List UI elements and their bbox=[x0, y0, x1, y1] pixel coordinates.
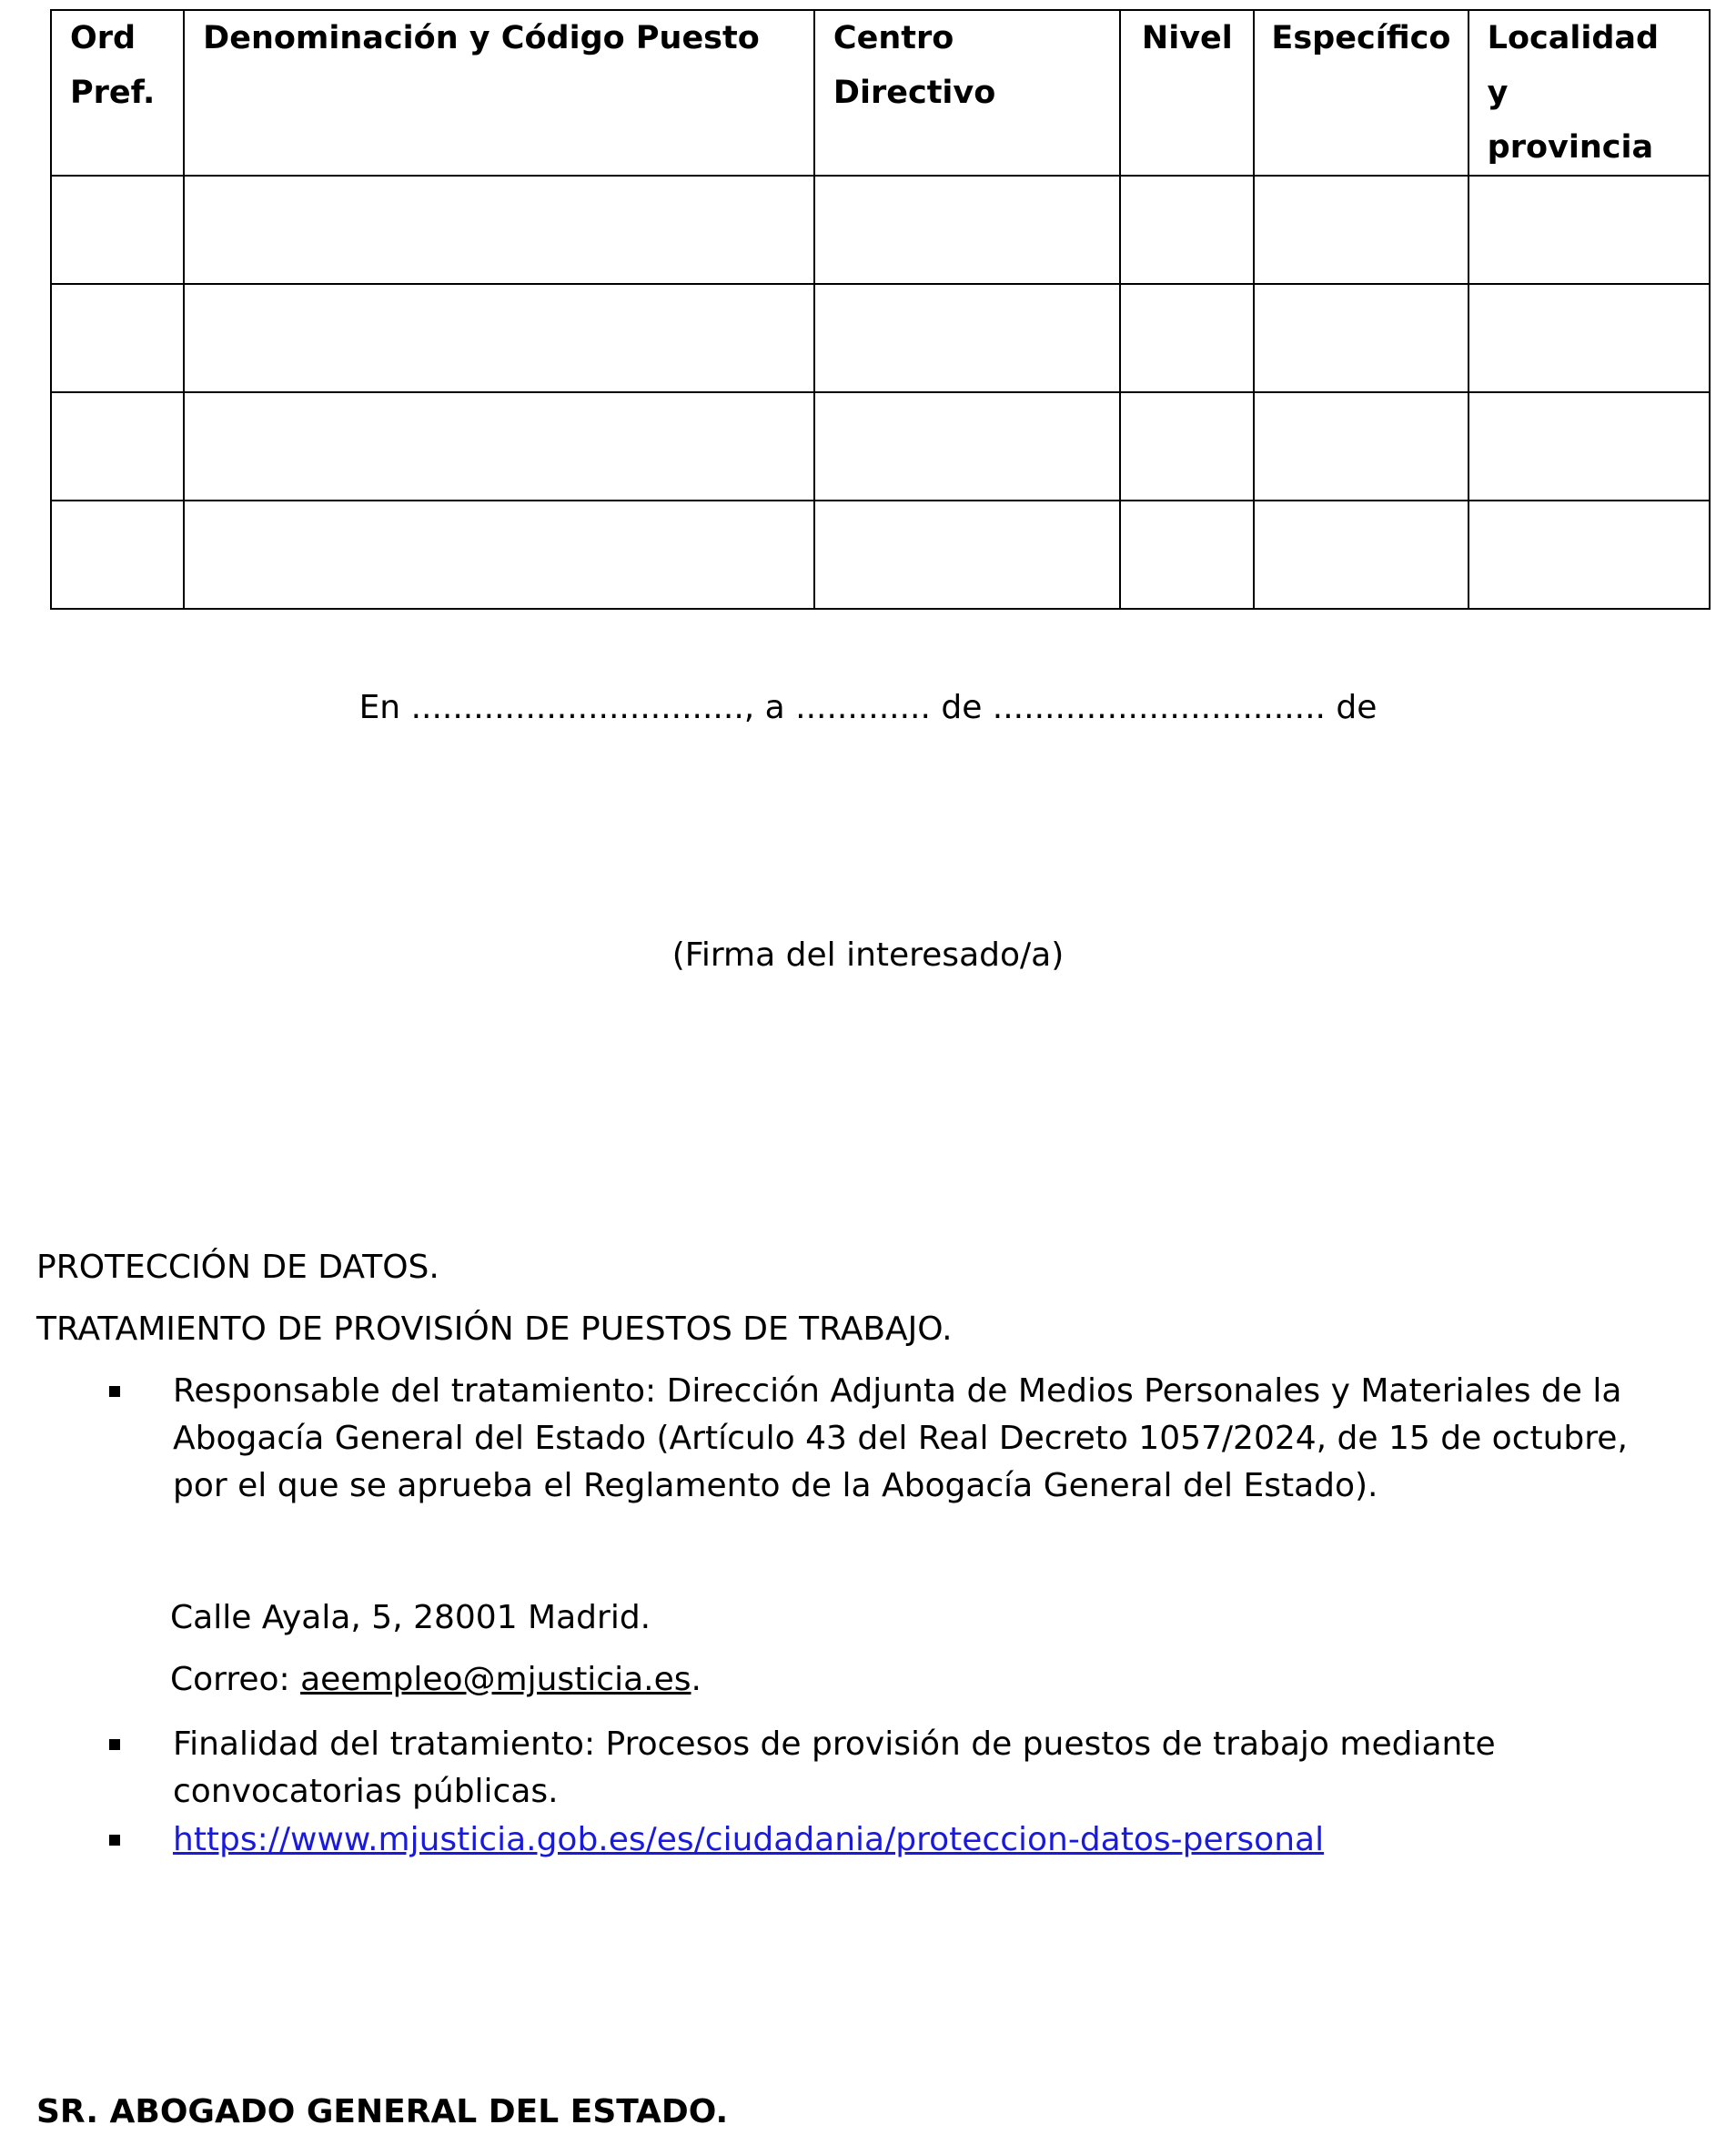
table-cell[interactable] bbox=[1120, 501, 1254, 609]
table-row bbox=[51, 501, 1710, 609]
table-cell[interactable] bbox=[184, 176, 814, 284]
table-cell[interactable] bbox=[1469, 392, 1710, 501]
email-label: Correo: bbox=[170, 1661, 301, 1698]
table-cell[interactable] bbox=[1120, 284, 1254, 392]
table-cell[interactable] bbox=[1254, 392, 1468, 501]
table-cell[interactable] bbox=[814, 176, 1120, 284]
table-cell[interactable] bbox=[1254, 501, 1468, 609]
header-especifico bbox=[1254, 10, 1468, 176]
header-denominacion bbox=[184, 10, 814, 176]
table-cell[interactable] bbox=[51, 501, 184, 609]
header-localidad-provincia bbox=[1469, 10, 1710, 176]
purpose-text: Finalidad del tratamiento: Procesos de provisión de puestos de trabajo mediante convocatorias públicas. bbox=[173, 1725, 1496, 1810]
email-line bbox=[170, 1656, 701, 1704]
header-line: Específico bbox=[1271, 20, 1451, 56]
privacy-policy-link[interactable]: https://www.mjusticia.gob.es/es/ciudadania/proteccion-datos-personal bbox=[173, 1821, 1325, 1858]
table-cell[interactable] bbox=[814, 284, 1120, 392]
header-line: Centro bbox=[833, 20, 954, 56]
privacy-link-item bbox=[173, 1816, 1647, 1864]
email-link[interactable]: aeempleo@mjusticia.es bbox=[300, 1661, 691, 1698]
table-cell[interactable] bbox=[1469, 284, 1710, 392]
table-cell[interactable] bbox=[1254, 284, 1468, 392]
table-cell[interactable] bbox=[1469, 176, 1710, 284]
table-cell[interactable] bbox=[1254, 176, 1468, 284]
place-date-line: En ................................, a ............. de ................................ de bbox=[358, 689, 1378, 726]
table-cell[interactable] bbox=[184, 284, 814, 392]
header-nivel bbox=[1120, 10, 1254, 176]
header-centro-directivo bbox=[814, 10, 1120, 176]
table-row bbox=[51, 176, 1710, 284]
header-line: provincia bbox=[1487, 129, 1654, 166]
table-cell[interactable] bbox=[814, 392, 1120, 501]
bullet-square-icon bbox=[109, 1835, 120, 1846]
table-cell[interactable] bbox=[184, 392, 814, 501]
header-line: Ord bbox=[70, 20, 136, 56]
job-preferences-table bbox=[50, 9, 1711, 610]
header-line: Localidad y bbox=[1487, 20, 1660, 111]
table-cell[interactable] bbox=[51, 284, 184, 392]
table-cell[interactable] bbox=[814, 501, 1120, 609]
signature-label: (Firma del interesado/a) bbox=[671, 936, 1065, 974]
data-protection-title: PROTECCIÓN DE DATOS. bbox=[36, 1249, 439, 1286]
header-line: Pref. bbox=[70, 75, 156, 111]
table-cell[interactable] bbox=[51, 392, 184, 501]
table-header-row bbox=[51, 10, 1710, 176]
email-suffix: . bbox=[691, 1661, 701, 1698]
table-cell[interactable] bbox=[1469, 501, 1710, 609]
table-cell[interactable] bbox=[1120, 176, 1254, 284]
table-cell[interactable] bbox=[51, 176, 184, 284]
data-protection-subtitle: TRATAMIENTO DE PROVISIÓN DE PUESTOS DE TRABAJO. bbox=[36, 1310, 953, 1348]
table-cell[interactable] bbox=[1120, 392, 1254, 501]
table-row bbox=[51, 284, 1710, 392]
header-line: Directivo bbox=[833, 75, 996, 111]
bullet-square-icon bbox=[109, 1386, 120, 1397]
address-text: Calle Ayala, 5, 28001 Madrid. bbox=[170, 1599, 651, 1636]
table-cell[interactable] bbox=[184, 501, 814, 609]
header-line: Nivel bbox=[1141, 20, 1233, 56]
responsible-text: Responsable del tratamiento: Dirección Adjunta de Medios Personales y Materiales de la Abogacía General del Estado (Artículo 43 del Real Decreto 1057/2024, de 15 de octubre, por el que se aprueba el Reglamento de la Abogacía General del Estado). bbox=[173, 1372, 1628, 1504]
bullet-square-icon bbox=[109, 1739, 120, 1750]
header-line: Denominación y Código Puesto bbox=[203, 20, 760, 56]
recipient-line: SR. ABOGADO GENERAL DEL ESTADO. bbox=[36, 2093, 729, 2130]
header-ord-pref bbox=[51, 10, 184, 176]
table-row bbox=[51, 392, 1710, 501]
